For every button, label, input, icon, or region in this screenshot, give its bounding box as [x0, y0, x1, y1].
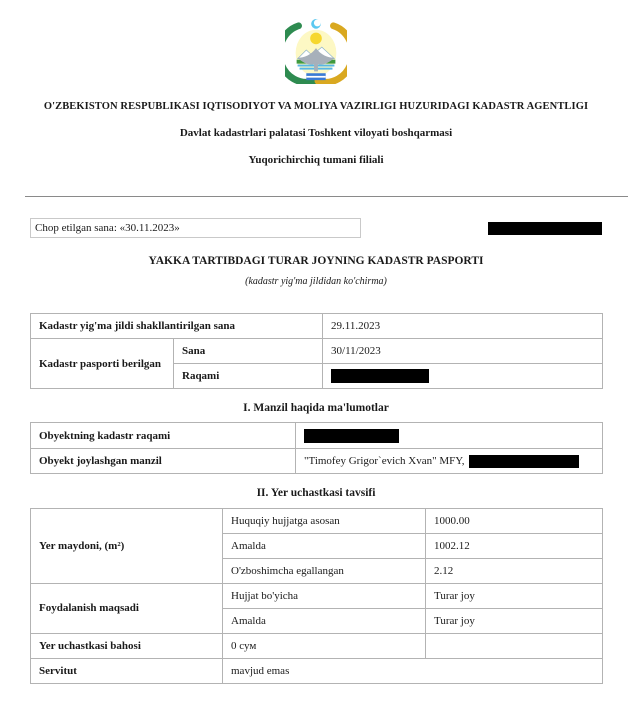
agency-title: O'ZBEKISTON RESPUBLIKASI IQTISODIYOT VA MOLIYA VAZIRLIGI HUZURIDAGI KADASTR AGENTLIGI	[43, 101, 589, 112]
table-row	[31, 339, 603, 364]
redacted-value-bar	[331, 369, 429, 383]
valuation-value: 0 сум	[223, 633, 426, 658]
emblem-container	[0, 18, 632, 84]
address-text: "Timofey Grigor`evich Xvan" MFY,	[304, 454, 465, 467]
branch-title: Yuqorichirchiq tumani filiali	[248, 154, 384, 166]
address-label: Obyekt joylashgan manzil	[31, 448, 296, 473]
servitude-label: Servitut	[31, 658, 223, 683]
purpose-row-label: Hujjat bo'yicha	[223, 583, 426, 608]
issued-number-value	[323, 364, 603, 389]
redacted-value-bar	[304, 429, 399, 443]
area-row-value: 1002.12	[426, 533, 603, 558]
table-row	[31, 423, 603, 448]
valuation-empty-cell	[426, 633, 603, 658]
emblem-cotton-boll	[292, 42, 295, 45]
area-row-value: 2.12	[426, 558, 603, 583]
emblem-cotton-boll	[298, 29, 301, 32]
purpose-row-value: Turar joy	[426, 608, 603, 633]
document-subtitle: (kadastr yig'ma jildidan ko'chirma)	[245, 276, 387, 287]
area-row-value: 1000.00	[426, 508, 603, 533]
emblem-ribbon-stripe	[306, 76, 325, 78]
purpose-row-label: Amalda	[223, 608, 426, 633]
cadastre-number-label: Obyektning kadastr raqami	[31, 423, 296, 448]
area-row-label: O'zboshimcha egallangan	[223, 558, 426, 583]
emblem-crescent-cutout	[314, 19, 321, 26]
passport-info-table	[30, 313, 603, 389]
issued-date-value: 30/11/2023	[323, 339, 603, 364]
area-label: Yer maydoni, (m²)	[31, 508, 223, 583]
section1-heading: I. Manzil haqida ma'lumotlar	[243, 402, 389, 415]
purpose-row-value: Turar joy	[426, 583, 603, 608]
emblem-sun	[310, 33, 322, 45]
print-date-box: Chop etilgan sana: «30.11.2023»	[30, 218, 361, 238]
print-date-row	[30, 218, 602, 238]
section2-heading: II. Yer uchastkasi tavsifi	[256, 486, 376, 499]
redacted-value-bar	[469, 455, 579, 468]
land-parcel-table	[30, 508, 603, 684]
issued-number-label: Raqami	[174, 364, 323, 389]
issued-label: Kadastr pasporti berilgan	[31, 339, 174, 389]
redacted-value-bar	[488, 222, 602, 235]
formed-date-label: Kadastr yig'ma jildi shakllantirilgan sana	[31, 314, 323, 339]
valuation-label: Yer uchastkasi bahosi	[31, 633, 223, 658]
address-info-table	[30, 422, 603, 473]
table-row	[31, 448, 603, 473]
uzbekistan-emblem-icon	[285, 18, 347, 84]
emblem-cotton-boll	[291, 55, 294, 58]
formed-date-value: 29.11.2023	[323, 314, 603, 339]
cadastre-number-value	[296, 423, 603, 448]
header-divider	[25, 196, 628, 197]
department-title: Davlat kadastrlari palatasi Toshkent viloyati boshqarmasi	[179, 127, 453, 139]
table-row	[31, 633, 603, 658]
table-row	[31, 314, 603, 339]
purpose-label: Foydalanish maqsadi	[31, 583, 223, 633]
area-row-label: Huquqiy hujjatga asosan	[223, 508, 426, 533]
document-title: YAKKA TARTIBDAGI TURAR JOYNING KADASTR PASPORTI	[148, 255, 484, 267]
table-row	[31, 508, 603, 533]
area-row-label: Amalda	[223, 533, 426, 558]
servitude-value: mavjud emas	[223, 658, 603, 683]
table-row	[31, 583, 603, 608]
table-row	[31, 658, 603, 683]
address-value	[296, 448, 603, 473]
issued-date-label: Sana	[174, 339, 323, 364]
